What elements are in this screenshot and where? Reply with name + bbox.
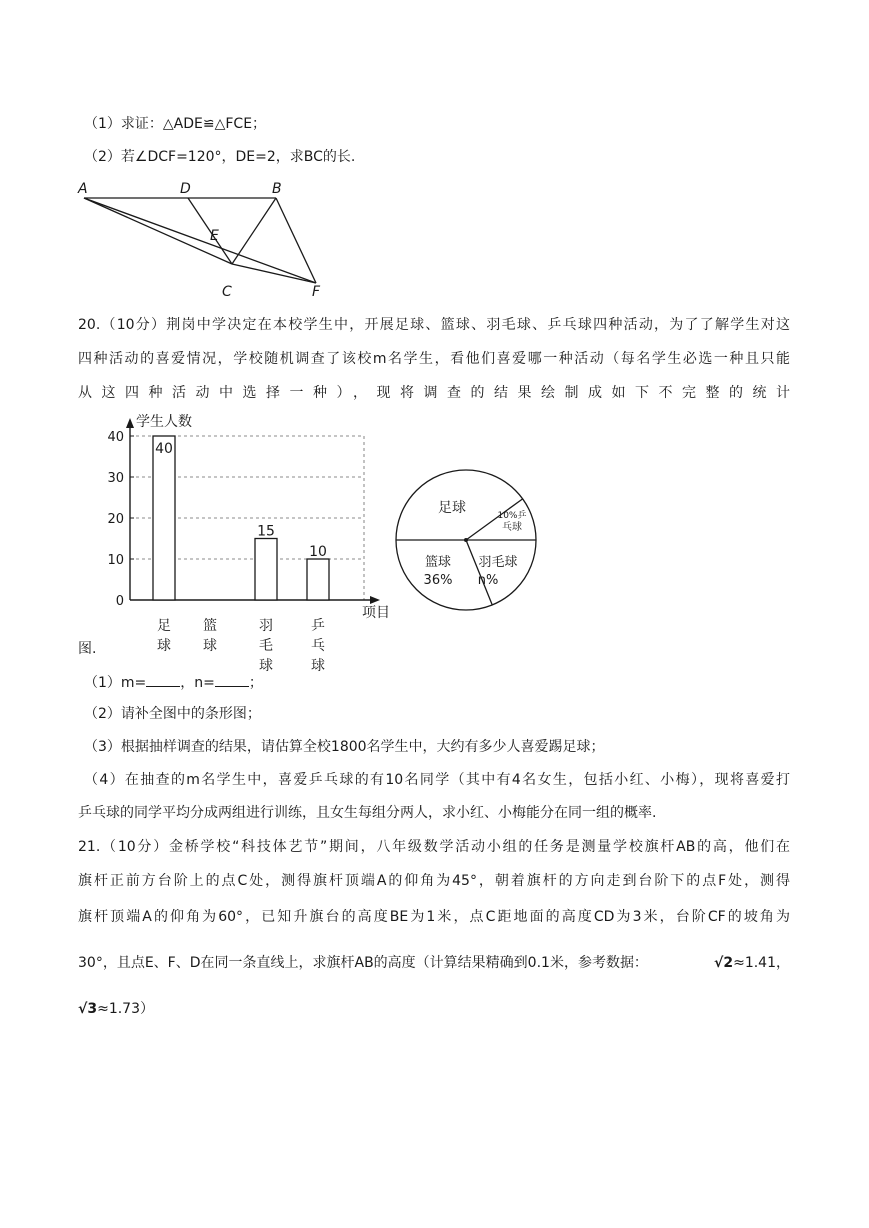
x-tick-label: 篮 xyxy=(203,618,217,634)
pie-slice-label: 篮球 xyxy=(424,555,452,570)
pie-slice-label: 乓球 xyxy=(502,522,522,533)
x-tick-label: 羽 xyxy=(259,618,273,634)
q21-line1: 21.（10分）金桥学校“科技体艺节”期间，八年级数学活动小组的任务是测量学校旗杆AB的高，他们在 xyxy=(78,839,790,855)
q20-part2: （2）请补全图中的条形图； xyxy=(84,706,261,722)
q20-part1-mid: ，n= xyxy=(180,675,215,691)
y-tick-label: 30 xyxy=(107,471,124,486)
point-label-f: F xyxy=(312,284,321,300)
bar-4 xyxy=(307,559,329,600)
pie-slice-label: 羽毛球 xyxy=(478,555,518,570)
x-tick-label: 乓 xyxy=(311,638,325,654)
q21-line5 xyxy=(78,1000,154,1018)
q20-intro-line2: 四种活动的喜爱情况，学校随机调查了该校m名学生，看他们喜爱哪一种活动（每名学生必选一种且只能 xyxy=(78,351,790,367)
q19-part1: （1）求证：△ADE≌△FCE； xyxy=(84,116,267,132)
q20-part4-line1: （4）在抽查的m名学生中，喜爱乒乓球的有10名同学（其中有4名女生，包括小红、小梅），现将喜爱打 xyxy=(84,772,790,788)
q19-figure xyxy=(72,178,332,303)
x-tick-label: 足 xyxy=(157,618,171,634)
bar-chart xyxy=(96,408,400,674)
q20-intro-line1: 20.（10分）荆岗中学决定在本校学生中，开展足球、篮球、羽毛球、乒乓球四种活动，为了了解学生对这 xyxy=(78,317,790,333)
x-tick-label: 乒 xyxy=(311,618,325,634)
q20-part4-line2: 乒乓球的同学平均分成两组进行训练，且女生每组分两人，求小红、小梅能分在同一组的概率. xyxy=(78,805,657,821)
x-tick-label: 球 xyxy=(311,658,325,674)
bar-1 xyxy=(153,436,175,600)
q21-line3: 旗杆顶端A的仰角为60°，已知升旗台的高度BE为1米，点C距地面的高度CD为3米，台阶CF的坡角为 xyxy=(78,909,790,925)
x-tick-label: 毛 xyxy=(259,638,273,654)
pie-chart xyxy=(392,466,544,618)
point-label-d: D xyxy=(180,181,191,197)
answer-blank-n[interactable] xyxy=(215,672,249,687)
bar-data-label: 15 xyxy=(257,523,275,540)
q21-sqrt2-ref xyxy=(714,954,790,972)
q20-part1 xyxy=(84,672,263,692)
sqrt2-approx: ≈1.41， xyxy=(733,955,790,971)
y-axis-arrow xyxy=(126,418,134,428)
pie-center xyxy=(464,538,468,542)
pie-slice-label: 足球 xyxy=(438,500,466,516)
sqrt2-symbol: √2 xyxy=(714,955,734,971)
pie-slice-value: 36% xyxy=(423,573,453,588)
y-tick-label: 0 xyxy=(115,594,124,609)
y-axis-title: 学生人数 xyxy=(136,414,192,430)
q19-part2: （2）若∠DCF=120°，DE=2，求BC的长. xyxy=(84,149,356,165)
q20-part1-prefix: （1）m= xyxy=(84,675,147,691)
answer-blank-m[interactable] xyxy=(146,672,180,687)
point-label-a: A xyxy=(78,181,88,197)
x-tick-label: 球 xyxy=(259,658,273,674)
bar-data-label: 10 xyxy=(309,544,327,560)
sqrt3-approx: ≈1.73） xyxy=(97,1001,154,1017)
x-tick-label: 球 xyxy=(157,638,171,654)
point-label-c: C xyxy=(222,284,232,300)
y-tick-label: 20 xyxy=(107,512,124,527)
x-tick-label: 球 xyxy=(203,638,217,654)
q20-part3: （3）根据抽样调查的结果，请估算全校1800名学生中，大约有多少人喜爱踢足球； xyxy=(84,739,605,755)
x-axis-title: 项目 xyxy=(362,605,390,621)
sqrt3-symbol: √3 xyxy=(78,1001,98,1017)
point-label-b: B xyxy=(272,181,282,197)
y-tick-label: 40 xyxy=(107,430,124,445)
q21-line4-text: 30°，且点E、F、D在同一条直线上，求旗杆AB的高度（计算结果精确到0.1米，参考数据： xyxy=(78,955,648,971)
point-label-e: E xyxy=(210,228,219,244)
q21-line4 xyxy=(78,954,790,972)
q21-line2: 旗杆正前方台阶上的点C处，测得旗杆顶端A的仰角为45°，朝着旗杆的方向走到台阶下的点F处，测得 xyxy=(78,873,790,889)
x-axis-arrow xyxy=(370,596,380,604)
bar-data-label: 40 xyxy=(155,441,173,457)
q20-part1-suffix: ； xyxy=(248,675,263,691)
pie-slice-value: n% xyxy=(477,573,499,588)
q20-intro-line4: 图. xyxy=(78,641,97,657)
q20-intro-line3: 从这四种活动中选择一种），现将调查的结果绘制成如下不完整的统计 xyxy=(78,385,790,401)
pie-slice-value: 10%乒 xyxy=(497,511,527,521)
y-tick-label: 10 xyxy=(107,553,124,568)
bar-3 xyxy=(255,539,277,601)
